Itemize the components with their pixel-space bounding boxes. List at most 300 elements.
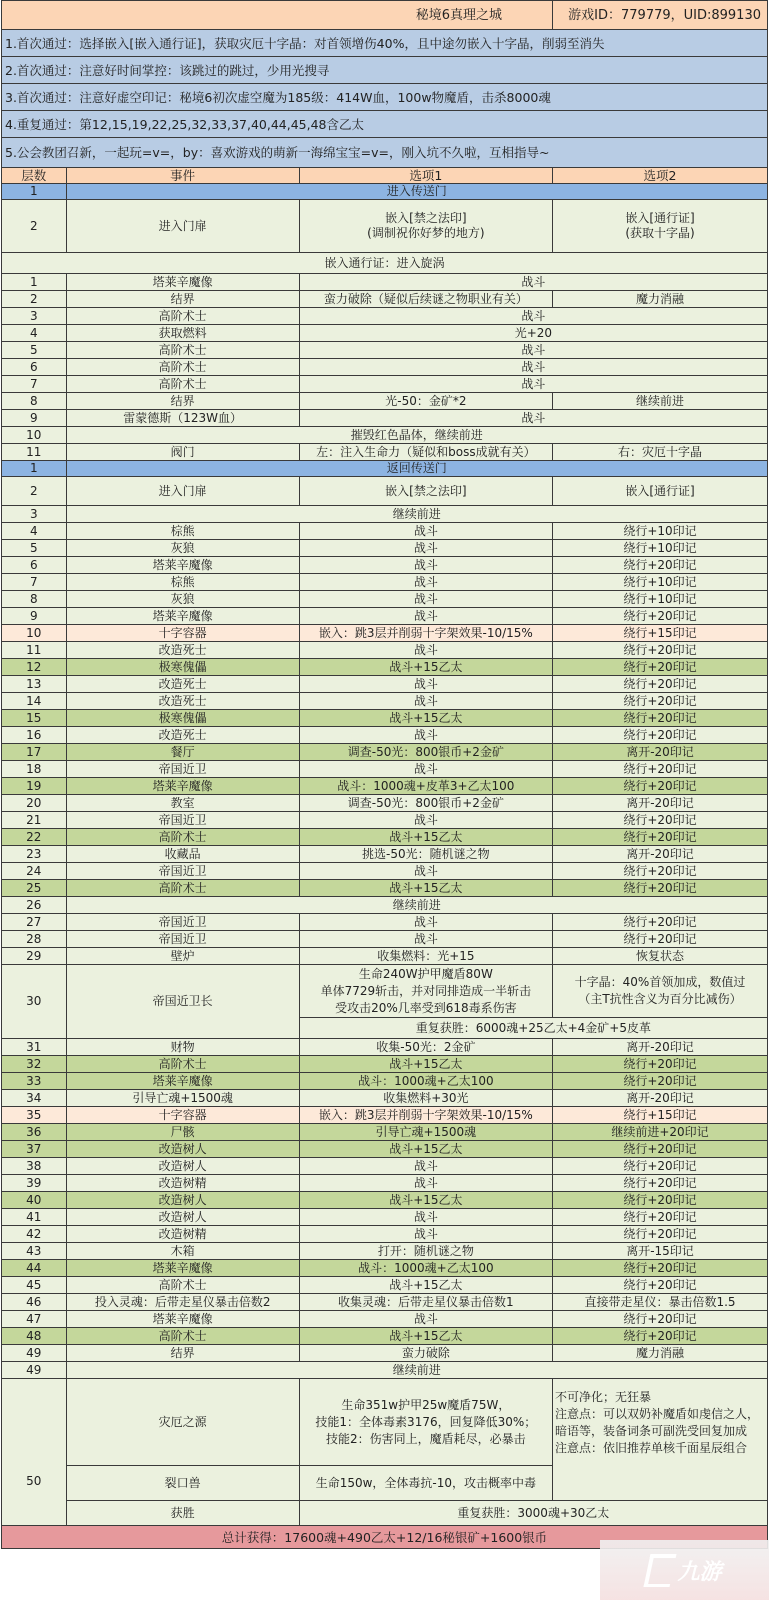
option1-cell: 收集灵魂：后带走星仪暴击倍数1 [299,1294,552,1311]
table-row [2,948,768,965]
table-row [2,410,768,427]
strategy-table [1,0,768,1549]
floor-cell: 45 [2,1277,67,1294]
floor-cell: 49 [2,1345,67,1362]
table-row [2,325,768,342]
vortex-rows [2,274,768,461]
table-row [2,557,768,574]
title-row [2,1,768,30]
table-row [2,1345,768,1362]
event-cell: 帝国近卫 [66,761,299,778]
event-cell: 灰狼 [66,591,299,608]
game-id: 游戏ID：779779，UID:899130 [553,1,768,30]
option2-cell: 绕行+20印记 [553,608,768,625]
note-row [2,30,768,57]
event-cell: 改造死士 [66,727,299,744]
table-row [2,863,768,880]
vortex-text: 嵌入通行证：进入旋涡 [2,253,768,274]
victory-row [2,1501,768,1526]
table-row [2,1056,768,1073]
table-row [2,795,768,812]
table-row [2,659,768,676]
option1-cell: 战斗 [299,1158,552,1175]
note-5: 5.公会教团召新，一起玩=v=，by：喜欢游戏的萌新一海绵宝宝=v=，刚入坑不久啦，互相指导~ [2,138,768,168]
event-cell: 改造死士 [66,642,299,659]
option2-cell: 绕行+20印记 [553,761,768,778]
event-cell: 改造树人 [66,1158,299,1175]
option1-cell: 战斗 [299,591,552,608]
option2-cell: 绕行+15印记 [553,1107,768,1124]
floor-cell: 49 [2,1362,67,1379]
table-row [2,1107,768,1124]
note-line: 注意点：可以双奶补魔盾如虔信之人，暗语等，装备词条可副洗受回复加成 [555,1407,760,1438]
option1-cell: 战斗 [299,693,552,710]
option1-cell: 打开：随机谜之物 [299,1243,552,1260]
option1-cell: 战斗+15乙太 [299,1056,552,1073]
main-rows-a [2,506,768,965]
event-cell: 帝国近卫 [66,914,299,931]
event-cell: 改造树精 [66,1226,299,1243]
reward-cell: 重复获胜：6000魂+25乙太+4金矿+5皮革 [299,1018,767,1039]
table-row [2,591,768,608]
note-line: 注意点：依旧推荐单核千面星辰组合 [555,1441,748,1455]
option2-cell: 离开-15印记 [553,1243,768,1260]
option2-cell: 离开-20印记 [553,1039,768,1056]
event-cell: 引导亡魂+1500魂 [66,1090,299,1107]
option-line: 嵌入[通行证] [625,211,695,225]
option1-cell: 战斗 [299,812,552,829]
table-row [2,506,768,523]
event-cell: 塔莱辛魔像 [66,557,299,574]
note-1: 1.首次通过：选择嵌入[嵌入通行证]，获取灾厄十字晶：对首领增伤40%，且中途勿嵌入十字晶，削弱至消失 [2,30,768,57]
option-cell: 战斗 [299,376,767,393]
option2-cell: 绕行+20印记 [553,1056,768,1073]
option1-cell: 战斗 [299,1175,552,1192]
option2-cell: 绕行+20印记 [553,642,768,659]
option2-cell [553,200,768,253]
event-cell: 塔莱辛魔像 [66,1311,299,1328]
floor-cell: 11 [2,444,67,461]
event-cell: 高阶术士 [66,376,299,393]
table-row [2,829,768,846]
note-2: 2.首次通过：注意好时间掌控：该跳过的跳过，少用光搜寻 [2,57,768,84]
event-cell: 棕熊 [66,523,299,540]
option2-cell: 绕行+20印记 [553,557,768,574]
table-row [2,376,768,393]
floor-cell: 31 [2,1039,67,1056]
minion-stats: 生命150w，全体毒抗-10，攻击概率中毒 [299,1466,552,1501]
option2-cell: 绕行+20印记 [553,1141,768,1158]
event-cell: 高阶术士 [66,829,299,846]
note-line: （主T抗性含义为百分比减伤） [578,992,742,1006]
option-line: 嵌入[禁之法印] [385,211,467,225]
table-row [2,444,768,461]
floor-cell: 26 [2,897,67,914]
option2-cell: 绕行+10印记 [553,540,768,557]
full-row-cell: 继续前进 [66,1362,767,1379]
event-cell: 高阶术士 [66,308,299,325]
stat-line: 技能1：全体毒素3176，回复降低30%； [315,1414,537,1429]
boss-note [553,965,768,1018]
table-row [2,523,768,540]
option1-cell: 蛮力破除 [299,1345,552,1362]
option2-cell: 离开-20印记 [553,1090,768,1107]
table-row [2,710,768,727]
note-row [2,84,768,111]
event-cell: 十字容器 [66,1107,299,1124]
option1-cell: 嵌入：跳3层并削弱十字架效果-10/15% [299,1107,552,1124]
event-cell: 高阶术士 [66,1056,299,1073]
table-row [2,574,768,591]
event-cell: 帝国近卫 [66,863,299,880]
option2-cell: 绕行+20印记 [553,1192,768,1209]
floor-cell: 37 [2,1141,67,1158]
option1-cell: 嵌入[禁之法印] [299,477,552,506]
floor-cell: 30 [2,965,67,1039]
event-cell: 进入门扉 [66,200,299,253]
option1-cell: 战斗 [299,557,552,574]
table-row [2,1260,768,1277]
event-cell: 进入门扉 [66,477,299,506]
floor-cell: 10 [2,427,67,444]
option-line: (获取十字晶) [625,226,695,240]
floor-cell: 1 [2,274,67,291]
floor-cell: 35 [2,1107,67,1124]
event-cell: 教室 [66,795,299,812]
option2-cell: 绕行+20印记 [553,727,768,744]
table-row [2,761,768,778]
portal-text: 进入传送门 [66,184,767,200]
floor-cell: 41 [2,1209,67,1226]
floor-cell: 19 [2,778,67,795]
option2-cell: 右：灾厄十字晶 [553,444,768,461]
option1-cell: 收集-50光：2金矿 [299,1039,552,1056]
option2-cell: 绕行+20印记 [553,914,768,931]
option2-cell: 继续前进+20印记 [553,1124,768,1141]
table-row [2,608,768,625]
option1-cell: 挑选-50光：随机谜之物 [299,846,552,863]
floor-cell: 7 [2,376,67,393]
option1-cell: 战斗+15乙太 [299,829,552,846]
boss-note [553,1379,768,1501]
full-row-cell: 继续前进 [66,897,767,914]
floor-cell: 2 [2,291,67,308]
event-cell: 改造树人 [66,1192,299,1209]
option1-cell: 蛮力破除（疑似后续谜之物职业有关） [299,291,552,308]
victory-reward: 重复获胜：3000魂+30乙太 [299,1501,767,1526]
option2-cell: 恢复状态 [553,948,768,965]
table-row [2,1226,768,1243]
floor-cell: 4 [2,325,67,342]
option-cell: 光+20 [299,325,767,342]
option2-cell: 绕行+20印记 [553,1073,768,1090]
option2-cell: 绕行+20印记 [553,676,768,693]
event-cell: 收藏品 [66,846,299,863]
floor-cell: 46 [2,1294,67,1311]
option1-cell: 战斗 [299,1226,552,1243]
stat-line: 生命240W护甲魔盾80W [358,966,493,981]
boss50-row [2,1379,768,1466]
option1-cell: 战斗+15乙太 [299,880,552,897]
floor-cell: 23 [2,846,67,863]
column-header-row [2,168,768,184]
floor-cell: 39 [2,1175,67,1192]
full-row-cell: 摧毁红色晶体，继续前进 [66,427,767,444]
option1-cell: 战斗+15乙太 [299,1277,552,1294]
table-row [2,1243,768,1260]
option2-cell: 绕行+20印记 [553,1260,768,1277]
option1-cell: 战斗 [299,863,552,880]
total-summary: 总计获得：17600魂+490乙太+12/16秘银矿+1600银币 [2,1526,768,1549]
floor-cell: 7 [2,574,67,591]
table-row [2,812,768,829]
floor-cell: 3 [2,308,67,325]
option2-cell: 直接带走星仪：暴击倍数1.5 [553,1294,768,1311]
table-row [2,1277,768,1294]
table-row [2,1294,768,1311]
floor-cell: 29 [2,948,67,965]
floor-cell: 5 [2,540,67,557]
door-row [2,477,768,506]
option1-cell: 战斗+15乙太 [299,1328,552,1345]
event-cell: 结界 [66,393,299,410]
option1-cell: 战斗 [299,676,552,693]
floor-cell: 3 [2,506,67,523]
floor-cell: 14 [2,693,67,710]
table-row [2,846,768,863]
floor-cell: 10 [2,625,67,642]
floor-cell: 20 [2,795,67,812]
table-row [2,880,768,897]
floor-cell: 4 [2,523,67,540]
table-row [2,727,768,744]
option2-cell: 魔力消融 [553,1345,768,1362]
option2-cell: 绕行+10印记 [553,574,768,591]
option1-cell: 战斗 [299,727,552,744]
option2-cell: 绕行+10印记 [553,523,768,540]
note-line: 十字晶：40%首领加成，数值过 [574,975,746,989]
table-row [2,1158,768,1175]
option1-cell: 战斗：1000魂+乙太100 [299,1073,552,1090]
table-row [2,1141,768,1158]
logo-icon [644,1554,677,1587]
event-cell: 塔莱辛魔像 [66,274,299,291]
floor-cell: 1 [2,461,67,477]
option-cell: 战斗 [299,274,767,291]
option1-cell: 嵌入：跳3层并削弱十字架效果-10/15% [299,625,552,642]
floor-cell: 40 [2,1192,67,1209]
event-cell: 高阶术士 [66,1277,299,1294]
event-cell: 改造死士 [66,676,299,693]
option2-cell: 绕行+20印记 [553,1209,768,1226]
event-cell: 帝国近卫长 [66,965,299,1039]
note-line: 不可净化；无狂暴 [555,1390,652,1404]
option2-cell: 绕行+20印记 [553,880,768,897]
option2-cell: 绕行+20印记 [553,659,768,676]
table-row [2,342,768,359]
floor-cell: 21 [2,812,67,829]
option-line: (调制祝你好梦的地方) [367,226,485,240]
header-floor: 层数 [2,168,67,184]
option1-cell: 战斗 [299,574,552,591]
floor-cell: 43 [2,1243,67,1260]
boss-stats [299,1379,552,1466]
option2-cell: 绕行+20印记 [553,778,768,795]
note-3: 3.首次通过：注意好虚空印记：秘境6初次虚空魔为185级：414W血，100w物魔盾，击杀8000魂 [2,84,768,111]
option2-cell: 绕行+10印记 [553,591,768,608]
option2-cell: 离开-20印记 [553,846,768,863]
option1-cell: 战斗 [299,761,552,778]
minion-event: 裂口兽 [66,1466,299,1501]
floor-cell: 27 [2,914,67,931]
stat-line: 技能2：伤害同上，魔盾耗尽，必暴击 [326,1431,526,1446]
option2-cell: 绕行+20印记 [553,1175,768,1192]
table-row [2,931,768,948]
table-row [2,359,768,376]
note-row [2,57,768,84]
floor-cell: 16 [2,727,67,744]
portal-row [2,184,768,200]
event-cell: 塔莱辛魔像 [66,778,299,795]
option2-cell: 离开-20印记 [553,744,768,761]
floor-cell: 32 [2,1056,67,1073]
floor-cell: 6 [2,359,67,376]
option1-cell: 收集燃料+30光 [299,1090,552,1107]
event-cell: 餐厅 [66,744,299,761]
option1-cell: 战斗 [299,1311,552,1328]
table-row [2,1192,768,1209]
event-cell: 结界 [66,1345,299,1362]
option1-cell: 调查-50光：800银币+2金矿 [299,744,552,761]
floor-cell: 1 [2,184,67,200]
event-cell: 尸骸 [66,1124,299,1141]
option2-cell: 绕行+15印记 [553,625,768,642]
header-option1: 选项1 [299,168,552,184]
watermark [600,1540,769,1600]
header-event: 事件 [66,168,299,184]
option2-cell: 魔力消融 [553,291,768,308]
option2-cell: 绕行+20印记 [553,1311,768,1328]
floor-cell: 6 [2,557,67,574]
table-row [2,914,768,931]
table-row [2,540,768,557]
event-cell: 壁炉 [66,948,299,965]
victory-event: 获胜 [66,1501,299,1526]
option-cell: 战斗 [299,308,767,325]
option1-cell [299,200,552,253]
event-cell: 极寒傀儡 [66,710,299,727]
note-4: 4.重复通过：第12,15,19,22,25,32,33,37,40,44,45,48含乙太 [2,111,768,138]
return-portal-row [2,461,768,477]
floor-cell: 33 [2,1073,67,1090]
option1-cell: 战斗 [299,642,552,659]
table-row [2,642,768,659]
floor-cell: 13 [2,676,67,693]
table-row [2,693,768,710]
table-row [2,1209,768,1226]
option1-cell: 收集燃料：光+15 [299,948,552,965]
event-cell: 灰狼 [66,540,299,557]
watermark-text: 九游 [677,1559,722,1585]
option2-cell: 绕行+20印记 [553,1158,768,1175]
table-row [2,897,768,914]
event-cell: 塔莱辛魔像 [66,1260,299,1277]
table-row [2,274,768,291]
option2-cell: 绕行+20印记 [553,1328,768,1345]
floor-cell: 47 [2,1311,67,1328]
table-row [2,1328,768,1345]
floor-cell: 11 [2,642,67,659]
floor-cell: 42 [2,1226,67,1243]
floor-cell: 24 [2,863,67,880]
note-row [2,111,768,138]
event-cell: 帝国近卫 [66,931,299,948]
event-cell: 改造树精 [66,1175,299,1192]
stat-line: 单体7729斩击，并对同排造成一半斩击 [320,983,532,998]
event-cell: 改造树人 [66,1141,299,1158]
event-cell: 木箱 [66,1243,299,1260]
option2-cell: 绕行+20印记 [553,710,768,727]
table-row [2,744,768,761]
boss30-row [2,965,768,1018]
option-cell: 战斗 [299,359,767,376]
floor-cell: 50 [2,1379,67,1526]
portal-text: 返回传送门 [66,461,767,477]
table-row [2,1090,768,1107]
option2-cell: 离开-20印记 [553,795,768,812]
floor-cell: 44 [2,1260,67,1277]
option1-cell: 战斗 [299,523,552,540]
table-row [2,1175,768,1192]
option2-cell: 绕行+20印记 [553,812,768,829]
option1-cell: 战斗+15乙太 [299,710,552,727]
floor-cell: 9 [2,410,67,427]
floor-cell: 22 [2,829,67,846]
page-title: 秘境6真理之城 [2,1,553,30]
stat-line: 生命351w护甲25w魔盾75W， [341,1397,511,1412]
main-rows-b [2,1039,768,1379]
floor-cell: 8 [2,393,67,410]
option1-cell: 引导亡魂+1500魂 [299,1124,552,1141]
option-cell: 战斗 [299,342,767,359]
floor-cell: 15 [2,710,67,727]
vortex-row [2,253,768,274]
option1-cell: 战斗：1000魂+乙太100 [299,1260,552,1277]
option2-cell: 绕行+20印记 [553,829,768,846]
event-cell: 十字容器 [66,625,299,642]
floor-cell: 12 [2,659,67,676]
event-cell: 塔莱辛魔像 [66,1073,299,1090]
floor-cell: 34 [2,1090,67,1107]
option2-cell: 绕行+20印记 [553,931,768,948]
note-row [2,138,768,168]
table-row [2,308,768,325]
event-cell: 财物 [66,1039,299,1056]
stat-line: 受攻击20%几率受到618毒系伤害 [335,1000,517,1015]
floor-cell: 8 [2,591,67,608]
option2-cell: 绕行+20印记 [553,863,768,880]
event-cell: 结界 [66,291,299,308]
option1-cell: 战斗+15乙太 [299,1192,552,1209]
option1-cell: 调查-50光：800银币+2金矿 [299,795,552,812]
option1-cell: 战斗 [299,914,552,931]
floor-cell: 48 [2,1328,67,1345]
option2-cell: 继续前进 [553,393,768,410]
option1-cell: 战斗 [299,1209,552,1226]
event-cell: 高阶术士 [66,359,299,376]
option1-cell: 战斗+15乙太 [299,659,552,676]
event-cell: 塔莱辛魔像 [66,608,299,625]
